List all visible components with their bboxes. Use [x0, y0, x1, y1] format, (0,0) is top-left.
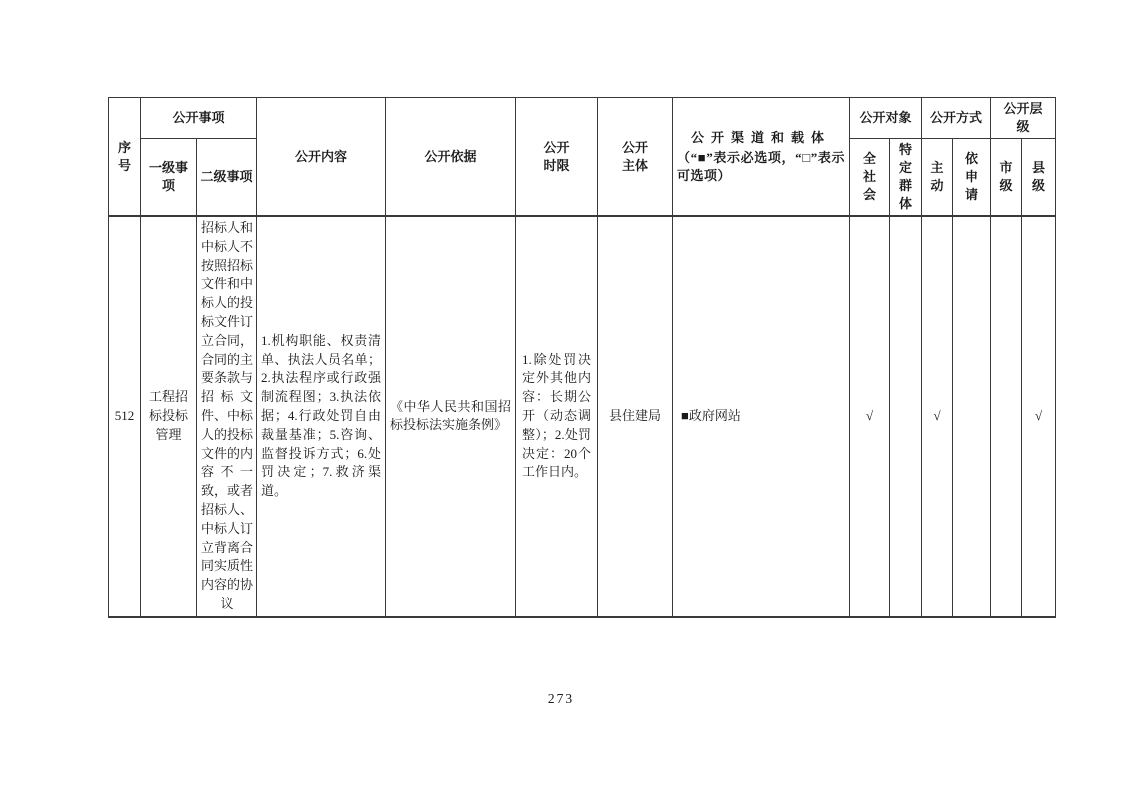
col-header-item-l1-label: 一级事项 — [149, 160, 189, 193]
cell-check-audience-specific — [890, 216, 922, 617]
col-header-method-active — [922, 139, 953, 217]
col-header-content: 公开内容 — [257, 98, 386, 217]
cell-item-l1 — [141, 216, 197, 617]
cell-item-l2 — [197, 216, 257, 617]
disclosure-catalog-table — [108, 97, 1056, 618]
cell-content — [257, 216, 386, 617]
channel-header-title: 公开渠道和载体 — [691, 129, 832, 145]
cell-check-method-request — [953, 216, 991, 617]
col-header-level-group-label: 公开层级 — [1003, 101, 1043, 134]
table-header — [109, 98, 1056, 217]
col-header-item-l2: 二级事项 — [197, 139, 257, 217]
col-header-item-group: 公开事项 — [141, 98, 257, 139]
channel-header-note: （“■”表示必选项，“□”表示可选项） — [677, 149, 846, 183]
cell-basis — [386, 216, 516, 617]
table-row-512 — [109, 216, 1056, 617]
cell-seq: 512 — [109, 216, 141, 617]
col-header-method-group: 公开方式 — [922, 98, 991, 139]
col-header-method-request-label: 依申请 — [965, 151, 979, 202]
col-header-audience-all-label: 全社会 — [863, 151, 877, 202]
col-header-audience-specific — [890, 139, 922, 217]
cell-subject: 县住建局 — [598, 216, 673, 617]
col-header-channel — [673, 98, 850, 217]
cell-check-level-county: √ — [1022, 216, 1056, 617]
col-header-level-county-label: 县级 — [1032, 160, 1046, 193]
cell-content-text: 1.机构职能、权责清单、执法人员名单；2.执法程序或行政强制流程图；3.执法依据；4.行政处罚自由裁量基准；5.咨询、监督投诉方式；6.处罚决定；7.救济渠道。 — [261, 332, 382, 499]
col-header-time-limit — [516, 98, 598, 217]
col-header-subject-label: 公开主体 — [622, 139, 649, 173]
col-header-method-request — [953, 139, 991, 217]
table-body — [109, 216, 1056, 617]
cell-channel: ■政府网站 — [673, 216, 850, 617]
col-header-method-active-label: 主动 — [930, 160, 944, 193]
page-number: 273 — [547, 691, 575, 706]
cell-time-limit-text: 1.除处罚决定外其他内容：长期公开（动态调整）；2.处罚决定：20个工作日内。 — [522, 351, 592, 480]
col-header-basis: 公开依据 — [386, 98, 516, 217]
header-row-top — [109, 98, 1056, 139]
col-header-level-city-label: 市级 — [999, 160, 1013, 193]
cell-item-l2-text: 招标人和中标人不按照招标文件和中标人的投标文件订立合同，合同的主要条款与招标文件、中标人的投标文件的内容不一致，或者招标人、中标人订立背离合同实质性内容的协议 — [201, 220, 254, 611]
col-header-audience-group: 公开对象 — [850, 98, 922, 139]
col-header-level-group — [991, 98, 1056, 139]
col-header-subject — [598, 98, 673, 217]
cell-basis-text: 《中华人民共和国招标投标法实施条例》 — [390, 398, 512, 433]
col-header-seq — [109, 98, 141, 217]
col-header-level-city — [991, 139, 1022, 217]
cell-check-level-city — [991, 216, 1022, 617]
cell-check-audience-all: √ — [850, 216, 890, 617]
cell-time-limit — [516, 216, 598, 617]
col-header-seq-label: 序号 — [118, 139, 132, 173]
cell-check-method-active: √ — [922, 216, 953, 617]
cell-item-l1-text: 工程招标投标管理 — [149, 389, 189, 442]
col-header-audience-all — [850, 139, 890, 217]
col-header-time-limit-label: 公开时限 — [543, 139, 570, 173]
col-header-audience-specific-label: 特定群体 — [899, 142, 913, 211]
col-header-item-l1 — [141, 139, 197, 217]
col-header-level-county — [1022, 139, 1056, 217]
